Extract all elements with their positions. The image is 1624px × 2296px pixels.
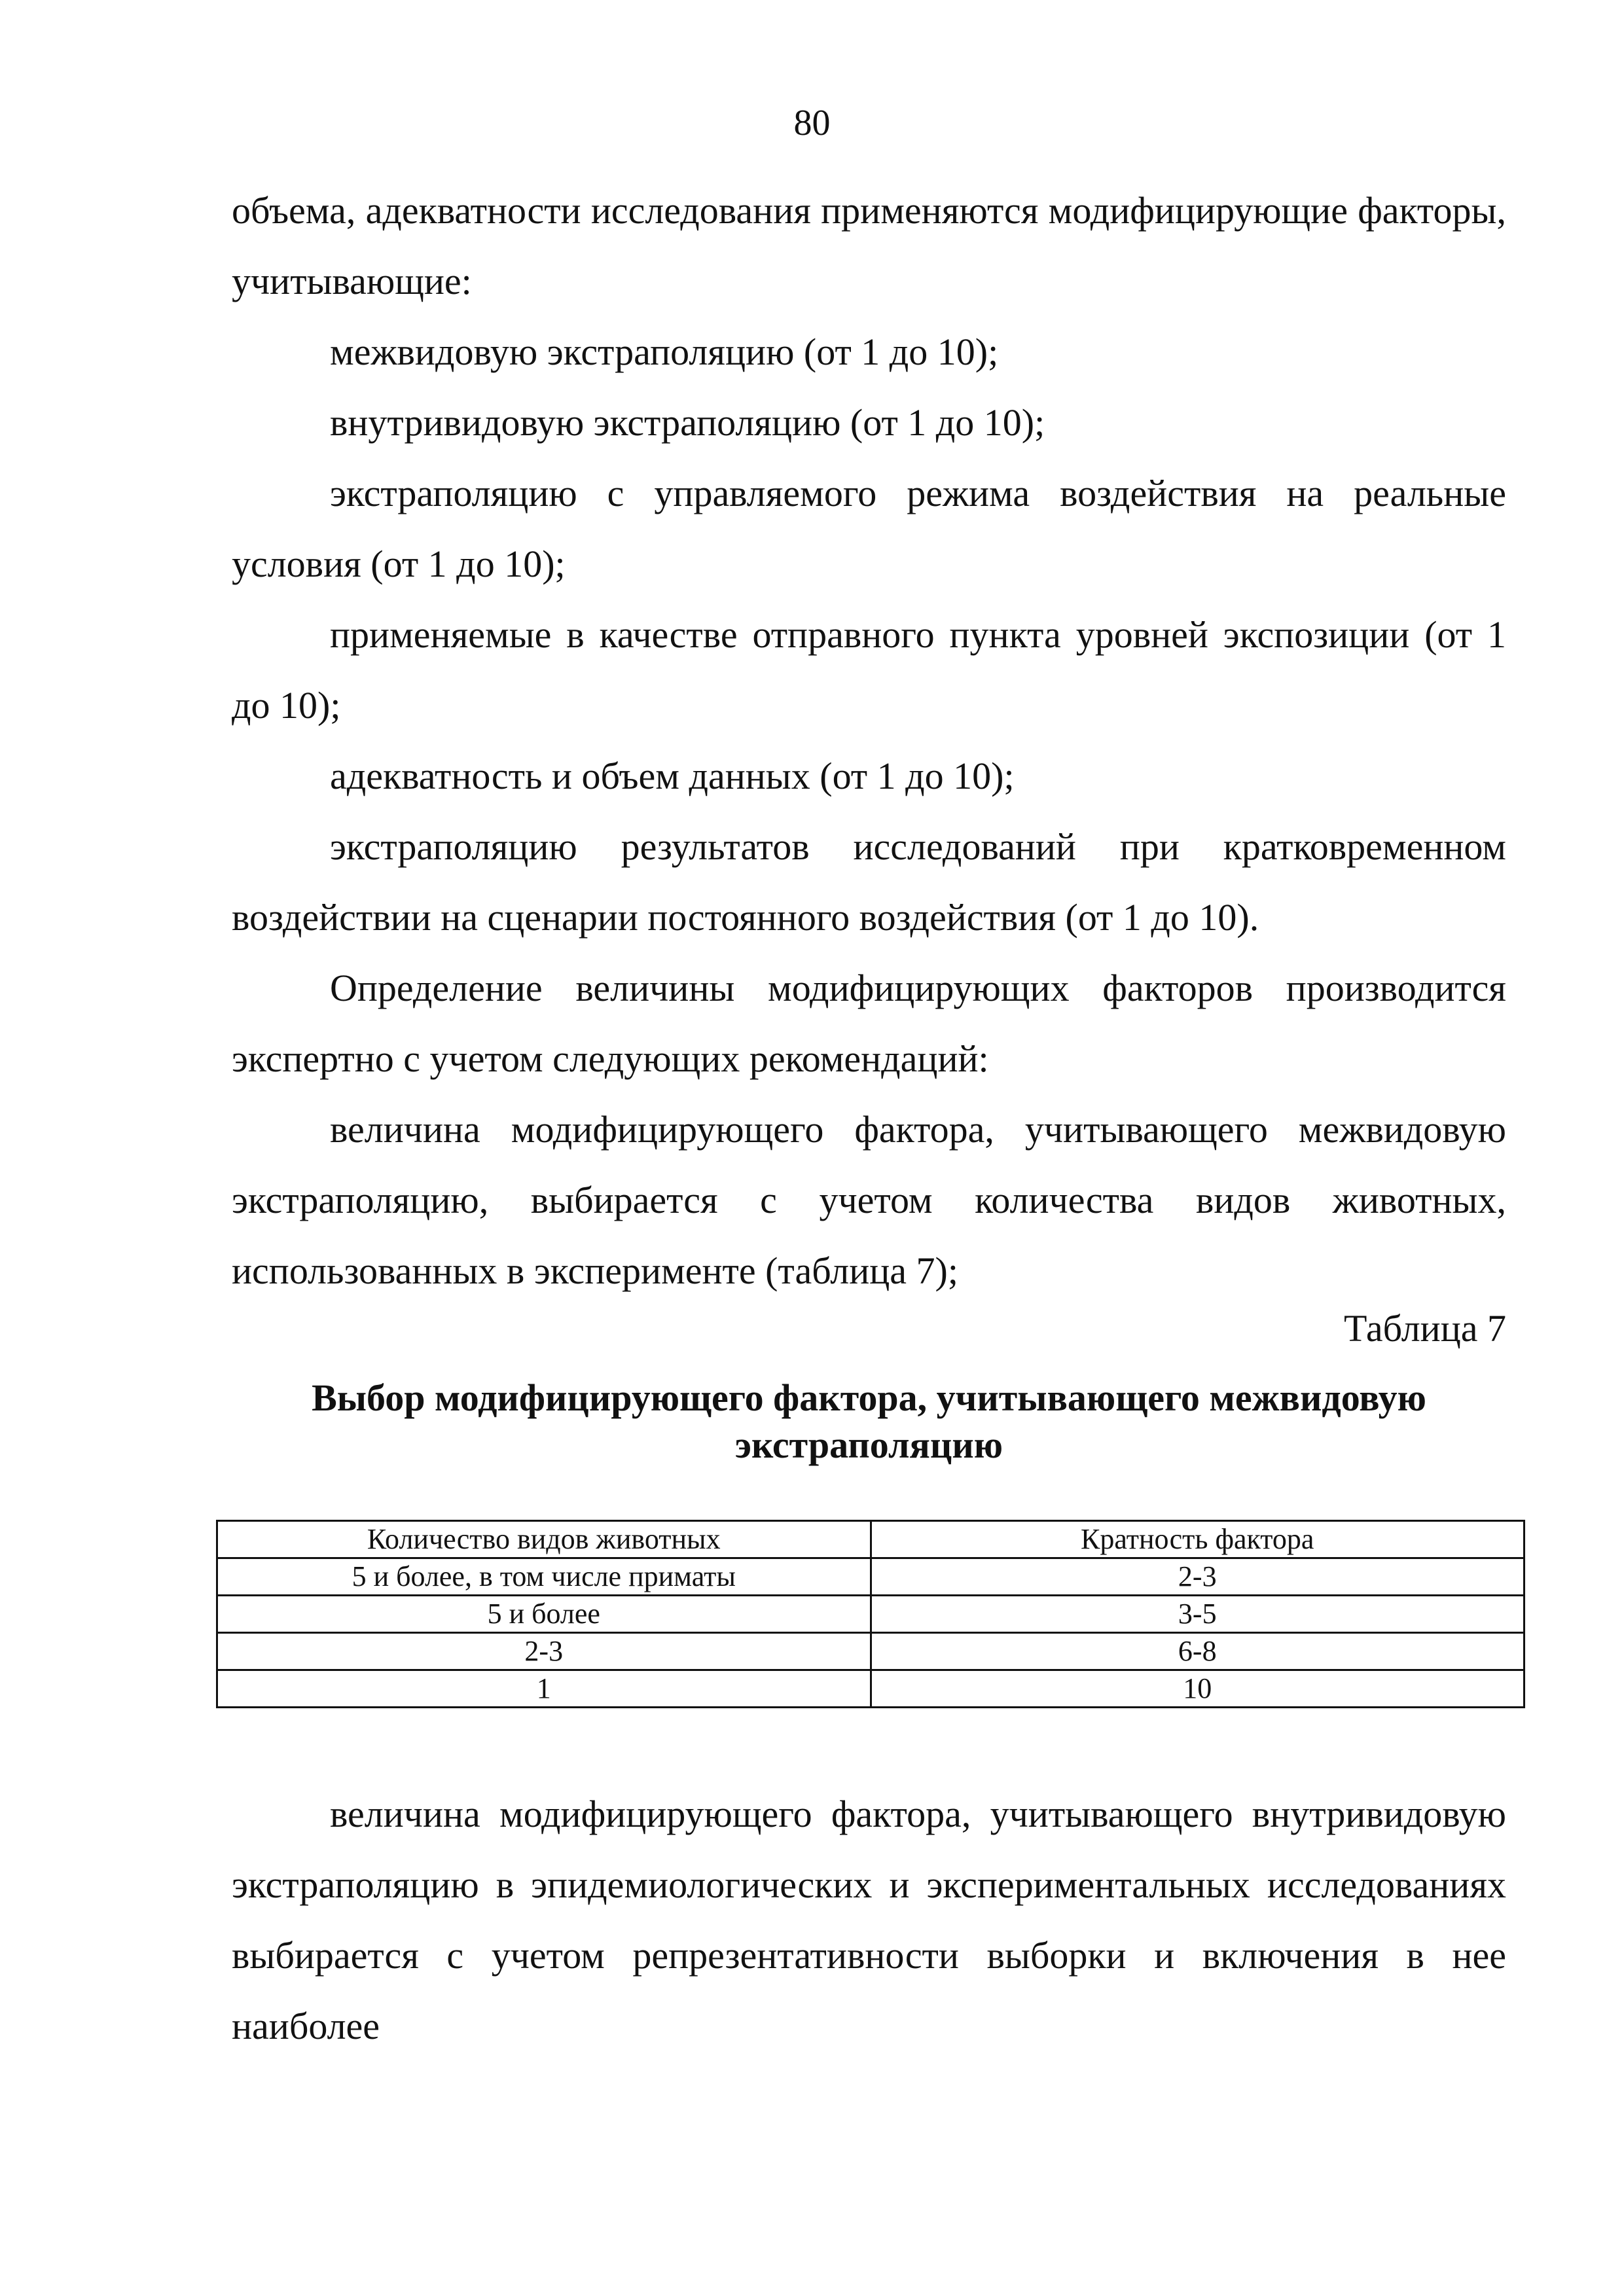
table-cell: 10: [871, 1670, 1525, 1708]
table-cell: 1: [217, 1670, 871, 1708]
table-cell: 5 и более: [217, 1596, 871, 1633]
table-header-cell: Количество видов животных: [217, 1521, 871, 1558]
list-item-intraspecies: внутривидовую экстраполяцию (от 1 до 10);: [330, 401, 1045, 444]
table-title: Выбор модифицирующего фактора, учитывающего межвидовую экстраполяцию: [312, 1376, 1426, 1466]
table-row: [217, 1558, 1525, 1596]
table-row: [217, 1596, 1525, 1633]
list-item-exposure-regime: экстраполяцию с управляемого режима воздействия на реальные условия (от 1 до 10);: [232, 472, 1506, 585]
paragraph-determination: Определение величины модифицирующих факторов производится экспертно с учетом следующих рекомендаций:: [232, 967, 1506, 1080]
list-item-starting-point: применяемые в качестве отправного пункта уровней экспозиции (от 1 до 10);: [232, 613, 1506, 726]
table-row: [217, 1633, 1525, 1670]
table-cell: 3-5: [871, 1596, 1525, 1633]
table-header-cell: Кратность фактора: [871, 1521, 1525, 1558]
list-item-data-adequacy: адекватность и объем данных (от 1 до 10);: [330, 755, 1015, 797]
table-cell: 2-3: [217, 1633, 871, 1670]
table-header-row: [217, 1521, 1525, 1558]
page-number: 80: [793, 103, 831, 143]
list-item-interspecies: межвидовую экстраполяцию (от 1 до 10);: [330, 331, 999, 373]
paragraph-continuation: объема, адекватности исследования применяются модифицирующие факторы, учитывающие:: [232, 189, 1506, 302]
paragraph-intraspecies-factor: величина модифицирующего фактора, учитывающего внутривидовую экстраполяцию в эпидемиологических и экспериментальных исследованиях выбирается с учетом репрезентативности выборки и включения в нее наиболее: [232, 1793, 1506, 2047]
table-cell: 2-3: [871, 1558, 1525, 1596]
table-cell: 5 и более, в том числе приматы: [217, 1558, 871, 1596]
table-row: [217, 1670, 1525, 1708]
body-text: [232, 175, 1506, 1306]
table-cell: 6-8: [871, 1633, 1525, 1670]
factor-table: [216, 1520, 1525, 1708]
table-caption: Таблица 7: [1343, 1307, 1506, 1350]
body-text-continued: [232, 1779, 1506, 2062]
paragraph-interspecies-factor: величина модифицирующего фактора, учитывающего межвидовую экстраполяцию, выбирается с учетом количества видов животных, использованных в эксперименте (таблица 7);: [232, 1108, 1506, 1292]
list-item-short-term-exposure: экстраполяцию результатов исследований при кратковременном воздействии на сценарии постоянного воздействия (от 1 до 10).: [232, 825, 1506, 939]
